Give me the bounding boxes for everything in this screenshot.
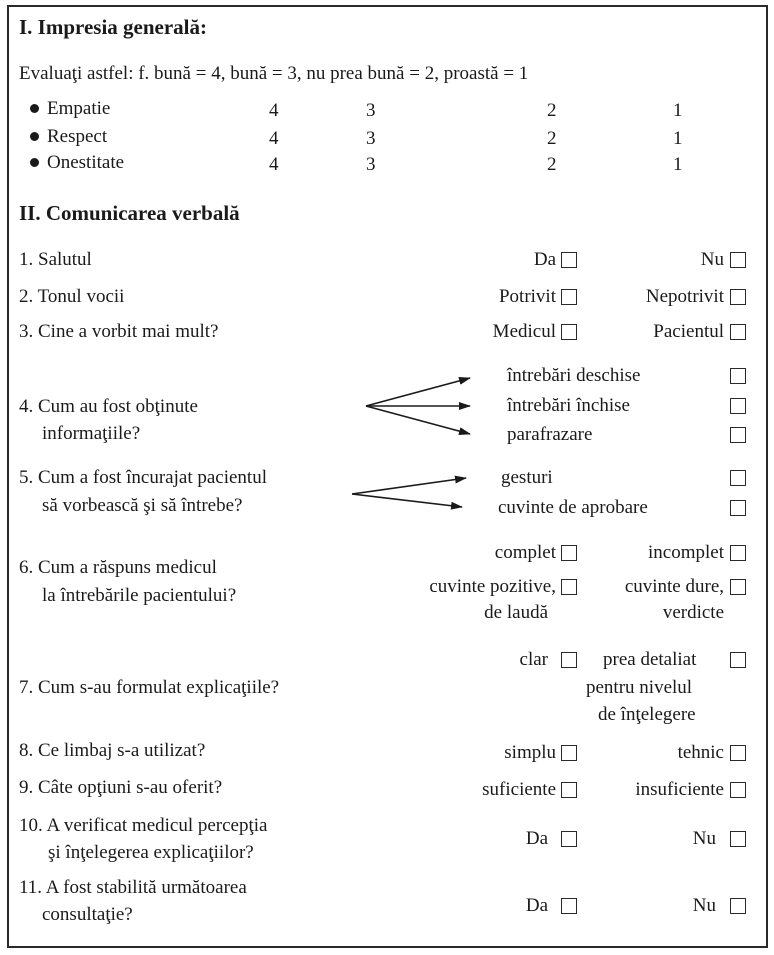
score-2[interactable]: 2 (547, 100, 557, 121)
checkbox[interactable] (561, 782, 577, 798)
checkbox[interactable] (730, 745, 746, 761)
score-4[interactable]: 4 (269, 128, 279, 149)
option-label: suficiente (482, 779, 556, 800)
option-label: Da (525, 828, 548, 849)
checkbox[interactable] (730, 545, 746, 561)
question-11-line2: consultaţie? (42, 904, 133, 925)
score-3[interactable]: 3 (366, 154, 376, 175)
score-4[interactable]: 4 (269, 100, 279, 121)
option-label: tehnic (677, 742, 724, 763)
score-1[interactable]: 1 (673, 128, 683, 149)
question-5-line2: să vorbească şi să întrebe? (42, 495, 243, 516)
score-2[interactable]: 2 (547, 128, 557, 149)
checkbox[interactable] (561, 898, 577, 914)
checkbox[interactable] (561, 545, 577, 561)
rating-label: Respect (47, 126, 108, 147)
option-label: clar (519, 649, 548, 670)
question-4: 4. Cum au fost obţinute (19, 396, 198, 417)
checkbox[interactable] (730, 579, 746, 595)
option-label: verdicte (662, 602, 724, 623)
checkbox[interactable] (561, 831, 577, 847)
option-label: Nu (700, 249, 724, 270)
option-label: Nu (692, 895, 716, 916)
checkbox[interactable] (561, 579, 577, 595)
option-label: parafrazare (507, 424, 593, 445)
question-10: 10. A verificat medicul percepţia (19, 815, 268, 836)
question-6-line2: la întrebările pacientului? (42, 585, 237, 606)
option-label: Nu (692, 828, 716, 849)
checkbox[interactable] (730, 782, 746, 798)
option-label: cuvinte de aprobare (498, 497, 648, 518)
option-label: pentru nivelul (586, 677, 693, 698)
score-1[interactable]: 1 (673, 154, 683, 175)
checkbox[interactable] (561, 652, 577, 668)
arrow-icon (352, 478, 466, 494)
checkbox[interactable] (730, 831, 746, 847)
question-6: 6. Cum a răspuns medicul (19, 557, 217, 578)
question-4-line2: informaţiile? (42, 423, 141, 444)
rating-instruction: Evaluaţi astfel: f. bună = 4, bună = 3, nu prea bună = 2, proastă = 1 (19, 63, 529, 84)
section-2-title: II. Comunicarea verbală (19, 201, 240, 225)
option-label: cuvinte dure, (624, 576, 724, 597)
option-label: Da (525, 895, 548, 916)
question-1: 1. Salutul (19, 249, 92, 270)
option-label: incomplet (648, 542, 724, 563)
question-9: 9. Câte opţiuni s-au oferit? (19, 777, 223, 798)
checkbox[interactable] (730, 652, 746, 668)
option-label: Medicul (492, 321, 556, 342)
option-label: complet (494, 542, 556, 563)
question-10-line2: şi înţelegerea explicaţiilor? (48, 842, 254, 863)
section-1-title: I. Impresia generală: (19, 15, 208, 39)
option-label: Da (533, 249, 556, 270)
option-label: întrebări deschise (507, 365, 641, 386)
option-label: întrebări închise (507, 395, 630, 416)
option-label: de înţelegere (598, 704, 696, 725)
checkbox[interactable] (730, 898, 746, 914)
option-label: prea detaliat (603, 649, 697, 670)
score-4[interactable]: 4 (269, 154, 279, 175)
score-2[interactable]: 2 (547, 154, 557, 175)
option-label: insuficiente (635, 779, 724, 800)
arrow-icon (366, 406, 470, 434)
rating-label: Empatie (47, 98, 111, 119)
question-2: 2. Tonul vocii (19, 286, 125, 307)
arrow-icon (352, 494, 462, 507)
option-label: simplu (504, 742, 556, 763)
question-5: 5. Cum a fost încurajat pacientul (19, 467, 267, 488)
option-label: Pacientul (653, 321, 724, 342)
option-label: gesturi (501, 467, 553, 488)
option-label: Nepotrivit (645, 286, 724, 307)
arrow-icon (366, 378, 470, 406)
score-3[interactable]: 3 (366, 128, 376, 149)
option-label: de laudă (484, 602, 548, 623)
option-label: cuvinte pozitive, (429, 576, 556, 597)
score-1[interactable]: 1 (673, 100, 683, 121)
question-7: 7. Cum s-au formulat explicaţiile? (19, 677, 280, 698)
question-3: 3. Cine a vorbit mai mult? (19, 321, 219, 342)
question-11: 11. A fost stabilită următoarea (19, 877, 247, 898)
score-3[interactable]: 3 (366, 100, 376, 121)
option-label: Potrivit (498, 286, 556, 307)
checkbox[interactable] (561, 745, 577, 761)
question-8: 8. Ce limbaj s-a utilizat? (19, 740, 206, 761)
rating-label: Onestitate (47, 152, 125, 173)
